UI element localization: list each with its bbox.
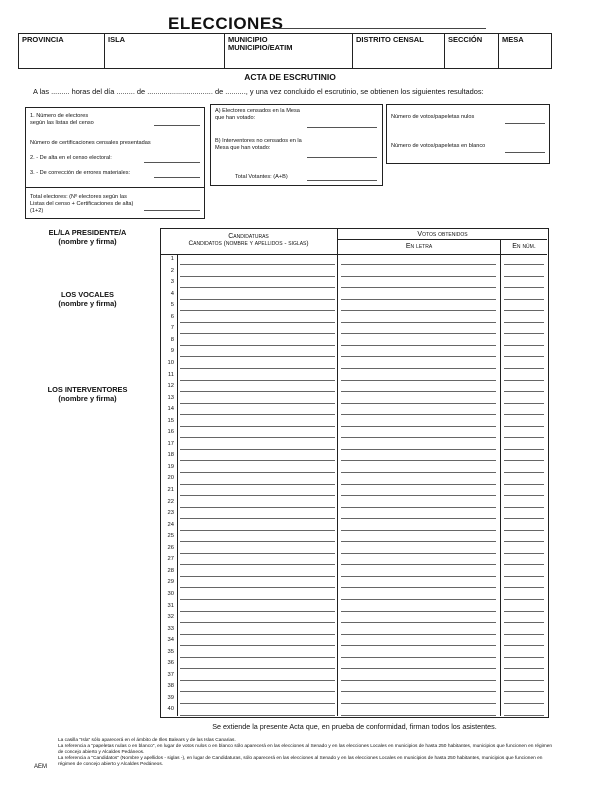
row-number: 31 [167, 602, 174, 609]
electores-item2: 2. - De alta en el censo electoral: [30, 155, 112, 161]
candidate-line[interactable] [180, 703, 335, 704]
row-number: 27 [167, 556, 174, 563]
votes-number-line[interactable] [504, 449, 544, 450]
header-cell-1[interactable]: ISLA [105, 34, 225, 68]
votes-letter-line[interactable] [341, 484, 496, 485]
votes-number-line[interactable] [504, 645, 544, 646]
votes-number-line[interactable] [504, 564, 544, 565]
candidate-line[interactable] [180, 368, 335, 369]
candidate-line[interactable] [180, 715, 335, 716]
row-number: 13 [167, 394, 174, 401]
votes-letter-line[interactable] [341, 611, 496, 612]
votes-number-line[interactable] [504, 507, 544, 508]
row-number: 26 [167, 544, 174, 551]
votes-letter-line[interactable] [341, 356, 496, 357]
votes-number-line[interactable] [504, 518, 544, 519]
votes-number-line[interactable] [504, 322, 544, 323]
electores-item1-label: 1. Número de electores [30, 113, 89, 119]
header-cell-5[interactable]: MESA [502, 35, 524, 44]
electores-item1 [30, 113, 94, 127]
votes-number-line[interactable] [504, 553, 544, 554]
votes-letter-line[interactable] [341, 564, 496, 565]
votes-letter-line[interactable] [341, 287, 496, 288]
candidate-line[interactable] [180, 391, 335, 392]
row-number: 28 [167, 567, 174, 574]
vocales-title: LOS VOCALES [61, 290, 114, 299]
candidate-line[interactable] [180, 460, 335, 461]
row-number: 32 [167, 614, 174, 621]
votes-letter-line[interactable] [341, 634, 496, 635]
row-number: 4 [170, 290, 174, 297]
electores-total: Total electores: (Nº electores según las Listas del censo + Certificaciones de alta) (1+2) [30, 194, 134, 214]
row-number: 20 [167, 475, 174, 482]
candidate-line[interactable] [180, 322, 335, 323]
row-number: 33 [167, 625, 174, 632]
header-cell-4[interactable]: SECCIÓN [445, 34, 499, 68]
votantes-box [210, 104, 383, 186]
candidate-line[interactable] [180, 507, 335, 508]
votes-letter-line[interactable] [341, 403, 496, 404]
votes-letter-line[interactable] [341, 276, 496, 277]
votes-number-line[interactable] [504, 276, 544, 277]
candidate-line[interactable] [180, 287, 335, 288]
votes-letter-line[interactable] [341, 657, 496, 658]
candidate-line[interactable] [180, 403, 335, 404]
votes-number-line[interactable] [504, 576, 544, 577]
presidente-label [30, 228, 145, 246]
en-letra-header: En letra [405, 243, 433, 250]
votes-number-line[interactable] [504, 622, 544, 623]
votes-letter-line[interactable] [341, 553, 496, 554]
electores-item3: 3. - De corrección de errores materiales: [30, 170, 131, 176]
votes-number-line[interactable] [504, 668, 544, 669]
title-underline [262, 28, 486, 29]
row-number: 39 [167, 694, 174, 701]
votes-number-line[interactable] [504, 703, 544, 704]
votos-nulos: Número de votos/papeletas nulos [391, 114, 475, 120]
row-number: 30 [167, 590, 174, 597]
row-number: 36 [167, 660, 174, 667]
candidate-line[interactable] [180, 356, 335, 357]
electores-certificaciones: Número de certificaciones censales presentadas [30, 140, 151, 146]
row-number: 7 [170, 325, 174, 332]
footnote-3: La referencia a "Candidatos" (Nombre y apellidos - siglas -), en lugar de Candidaturas, sólo aparecerá en las elecciones al Senado y en las elecciones Locales en municipios de hasta 250 habitantes, municipios que funcionen en régimen de concejo abierto y Alcaldes Pedáneos. [58, 756, 543, 767]
vocales-label [30, 290, 145, 308]
votes-number-line[interactable] [504, 345, 544, 346]
row-number: 6 [170, 313, 174, 320]
row-number: 37 [167, 671, 174, 678]
electores-box [25, 107, 205, 219]
votes-letter-line[interactable] [341, 310, 496, 311]
header-cell-0[interactable]: PROVINCIA [19, 34, 105, 68]
electores-total-line[interactable] [144, 210, 200, 211]
votes-number-line[interactable] [504, 380, 544, 381]
votes-letter-line[interactable] [341, 530, 496, 531]
footnotes [58, 738, 558, 768]
votes-letter-line[interactable] [341, 472, 496, 473]
rownum-divider [177, 254, 178, 716]
candidate-line[interactable] [180, 611, 335, 612]
electores-item3-line[interactable] [154, 177, 200, 178]
header-bottom-divider [160, 254, 547, 255]
votes-letter-line[interactable] [341, 426, 496, 427]
votes-letter-line[interactable] [341, 599, 496, 600]
votes-number-line[interactable] [504, 437, 544, 438]
votes-number-line[interactable] [504, 460, 544, 461]
votes-number-line[interactable] [504, 333, 544, 334]
votes-letter-line[interactable] [341, 322, 496, 323]
votes-letter-line[interactable] [341, 645, 496, 646]
votes-letter-line[interactable] [341, 264, 496, 265]
candidate-line[interactable] [180, 634, 335, 635]
row-number: 14 [167, 406, 174, 413]
votes-letter-line[interactable] [341, 414, 496, 415]
candidate-line[interactable] [180, 333, 335, 334]
votes-letter-line[interactable] [341, 691, 496, 692]
votos-blanco-line[interactable] [505, 152, 545, 153]
votantes-b: B) Interventores no censados en la Mesa que han votado: [215, 138, 302, 151]
row-number: 10 [167, 359, 174, 366]
footnote-1: La casilla "Isla" sólo aparecerá en el ámbito de Illes Balears y de las Islas Canarias. [58, 738, 236, 743]
candidate-line[interactable] [180, 310, 335, 311]
candidate-line[interactable] [180, 576, 335, 577]
candidate-line[interactable] [180, 449, 335, 450]
votes-letter-line[interactable] [341, 345, 496, 346]
candidate-line[interactable] [180, 495, 335, 496]
document-title: ELECCIONES [168, 14, 284, 33]
votes-number-line[interactable] [504, 599, 544, 600]
row-number: 2 [170, 267, 174, 274]
candidate-line[interactable] [180, 276, 335, 277]
votes-number-line[interactable] [504, 472, 544, 473]
votes-letter-line[interactable] [341, 703, 496, 704]
votes-letter-line[interactable] [341, 495, 496, 496]
row-number: 25 [167, 533, 174, 540]
candidate-line[interactable] [180, 680, 335, 681]
votes-number-line[interactable] [504, 368, 544, 369]
nulos-blanco-box [386, 104, 550, 164]
electores-item1-line[interactable] [154, 125, 200, 126]
votes-number-line[interactable] [504, 403, 544, 404]
candidate-line[interactable] [180, 599, 335, 600]
candidate-line[interactable] [180, 587, 335, 588]
votes-number-line[interactable] [504, 715, 544, 716]
votantes-a: A) Electores censados en la Mesa que han votado: [215, 108, 300, 121]
votes-number-line[interactable] [504, 356, 544, 357]
row-number: 11 [167, 371, 174, 378]
votes-letter-line[interactable] [341, 368, 496, 369]
interventores-label [30, 385, 145, 403]
row-number: 29 [167, 579, 174, 586]
row-number: 34 [167, 637, 174, 644]
vocales-sub: (nombre y firma) [58, 299, 117, 308]
votes-number-line[interactable] [504, 541, 544, 542]
votes-letter-line[interactable] [341, 680, 496, 681]
candidate-line[interactable] [180, 299, 335, 300]
votes-number-line[interactable] [504, 495, 544, 496]
presidente-sub: (nombre y firma) [58, 237, 117, 246]
candidate-line[interactable] [180, 530, 335, 531]
row-number: 8 [170, 336, 174, 343]
votos-blanco: Número de votos/papeletas en blanco [391, 143, 486, 149]
votes-number-line[interactable] [504, 414, 544, 415]
interventores-title: LOS INTERVENTORES [47, 385, 128, 394]
en-num-header: En núm. [512, 243, 536, 250]
acta-title: ACTA DE ESCRUTINIO [244, 72, 336, 82]
votes-letter-line[interactable] [341, 460, 496, 461]
row-number: 15 [167, 417, 174, 424]
candidate-line[interactable] [180, 622, 335, 623]
votantes-b-line[interactable] [307, 157, 377, 158]
row-number: 24 [167, 521, 174, 528]
candidaturas-sub: Candidatos (nombre y apellidos - siglas) [188, 240, 309, 247]
candidate-line[interactable] [180, 345, 335, 346]
row-number: 40 [167, 706, 174, 713]
votes-number-line[interactable] [504, 287, 544, 288]
closing-text: Se extiende la presente Acta que, en prueba de conformidad, firman todos los asistentes. [212, 722, 497, 731]
votes-number-line[interactable] [504, 634, 544, 635]
header-grid [18, 33, 552, 69]
votes-letter-line[interactable] [341, 668, 496, 669]
row-number: 21 [167, 487, 174, 493]
electores-item1-sub: según las listas del censo [30, 120, 94, 126]
votantes-a-line[interactable] [307, 127, 377, 128]
candidate-line[interactable] [180, 264, 335, 265]
row-number: 3 [170, 279, 174, 286]
votes-letter-line[interactable] [341, 622, 496, 623]
electores-divider [25, 187, 205, 188]
row-number: 17 [167, 440, 174, 447]
votes-number-line[interactable] [504, 391, 544, 392]
header-cell-2[interactable]: MUNICIPIO MUNICIPIO/EATIM [225, 34, 353, 68]
votes-number-line[interactable] [504, 691, 544, 692]
footnote-2: La referencia a "papeletas nulas o en blanco", en lugar de votos nulos o en blanco sólo aparecerá en las elecciones al Senado y en las elecciones Locales en municipios de hasta 250 habitantes, municipios que funcionen en régimen de concejo abierto y Alcaldes Pedáneos. [58, 744, 553, 755]
row-number: 19 [167, 463, 174, 470]
candidate-line[interactable] [180, 426, 335, 427]
interventores-sub: (nombre y firma) [58, 394, 117, 403]
row-number: 9 [170, 348, 174, 355]
votantes-total-line[interactable] [307, 180, 377, 181]
row-number: 5 [170, 302, 174, 309]
row-number: 1 [170, 256, 174, 262]
row-number: 23 [167, 510, 174, 517]
votes-number-line[interactable] [504, 426, 544, 427]
presidente-title: EL/LA PRESIDENTE/A [48, 228, 127, 237]
col-divider-1 [337, 228, 338, 716]
votos-header-divider [338, 239, 547, 240]
candidate-line[interactable] [180, 541, 335, 542]
candidate-line[interactable] [180, 414, 335, 415]
votes-number-line[interactable] [504, 310, 544, 311]
candidate-line[interactable] [180, 657, 335, 658]
candidate-line[interactable] [180, 472, 335, 473]
candidate-line[interactable] [180, 518, 335, 519]
candidate-line[interactable] [180, 691, 335, 692]
col-divider-2 [500, 239, 501, 716]
votes-letter-line[interactable] [341, 333, 496, 334]
votos-nulos-line[interactable] [505, 123, 545, 124]
document-code: AEM [34, 764, 48, 770]
votes-number-line[interactable] [504, 680, 544, 681]
candidate-line[interactable] [180, 553, 335, 554]
candidate-line[interactable] [180, 645, 335, 646]
row-number: 16 [167, 429, 174, 436]
votes-letter-line[interactable] [341, 449, 496, 450]
candidate-line[interactable] [180, 437, 335, 438]
votes-letter-line[interactable] [341, 587, 496, 588]
votes-letter-line[interactable] [341, 299, 496, 300]
votes-letter-line[interactable] [341, 576, 496, 577]
row-number: 22 [167, 498, 174, 505]
votes-number-line[interactable] [504, 299, 544, 300]
row-number: 18 [167, 452, 174, 459]
votes-number-line[interactable] [504, 657, 544, 658]
votes-letter-line[interactable] [341, 437, 496, 438]
results-table [160, 228, 549, 718]
electores-item2-line[interactable] [144, 162, 200, 163]
candidaturas-title: Candidaturas [228, 233, 269, 240]
votos-header: Votos obtenidos [417, 231, 468, 238]
votes-number-line[interactable] [504, 264, 544, 265]
header-cell-3[interactable]: DISTRITO CENSAL [353, 34, 445, 68]
candidaturas-header [160, 233, 337, 247]
votes-letter-line[interactable] [341, 507, 496, 508]
candidate-line[interactable] [180, 668, 335, 669]
row-number: 38 [167, 683, 174, 690]
row-number: 35 [167, 648, 174, 655]
intro-text: A las ......... horas del día ......... de ................................ de .........., y una vez concluido el escrutinio, se obtienen los siguientes resultados: [33, 87, 484, 96]
votes-number-line[interactable] [504, 587, 544, 588]
votes-number-line[interactable] [504, 611, 544, 612]
candidate-line[interactable] [180, 380, 335, 381]
row-number: 12 [167, 383, 174, 390]
votes-letter-line[interactable] [341, 518, 496, 519]
votes-letter-line[interactable] [341, 391, 496, 392]
votes-letter-line[interactable] [341, 715, 496, 716]
candidate-line[interactable] [180, 484, 335, 485]
votes-letter-line[interactable] [341, 541, 496, 542]
candidate-line[interactable] [180, 564, 335, 565]
votantes-total: Total Votantes: (A+B) [235, 174, 288, 180]
votes-letter-line[interactable] [341, 380, 496, 381]
votes-number-line[interactable] [504, 484, 544, 485]
votes-number-line[interactable] [504, 530, 544, 531]
